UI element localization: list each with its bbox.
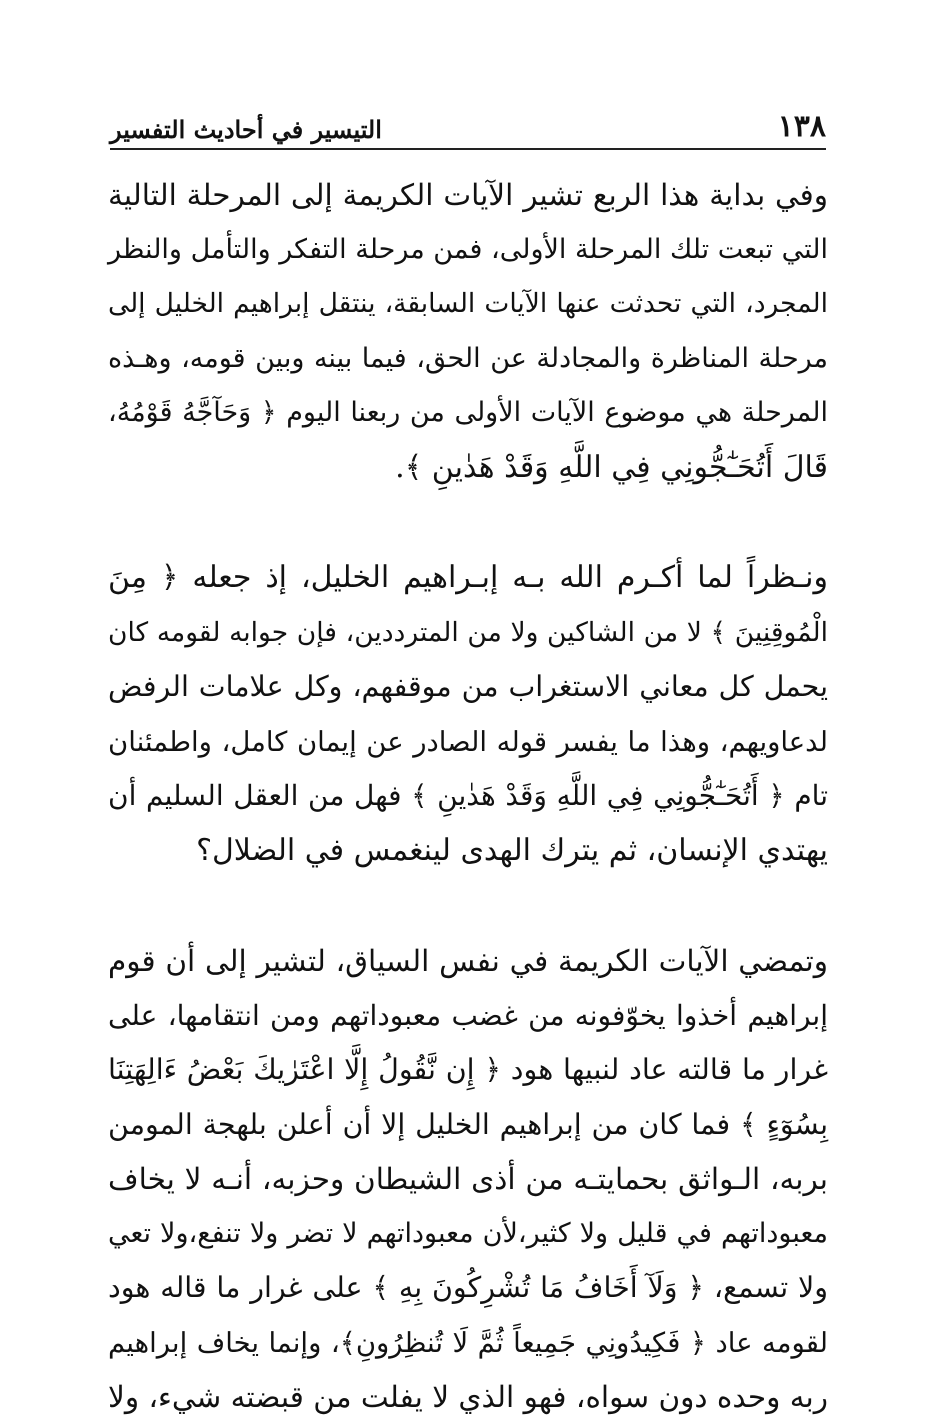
text-line: وفي بداية هذا الربع تشير الآيات الكريمة إلى المرحلة التالية [108, 178, 828, 212]
text-line: تام ﴿ أَتُحَـٰٓجُّونِي فِي اللَّهِ وَقَدْ هَدٰينِ ﴾ فهل من العقل السليم أن [108, 779, 828, 812]
text-line: ولا تسمع، ﴿ وَلَآ أَخَافُ مَا تُشْرِكُونَ بِهِ ﴾ على غرار ما قاله هود [108, 1271, 828, 1304]
text-line: بربه، الـواثق بحمايتـه من أذى الشيطان وحزبه، أنـه لا يخاف [108, 1162, 828, 1196]
text-line: لقومه عاد ﴿ فَكِيدُونِي جَمِيعاً ثُمَّ لَا تُنظِرُونِ﴾، وإنما يخاف إبراهيم [108, 1326, 828, 1359]
running-title: التيسير في أحاديث التفسير [110, 115, 382, 144]
text-line: يحمل كل معاني الاستغراب من موقفهم، وكل علامات الرفض [108, 670, 828, 703]
text-line: لدعاويهم، وهذا ما يفسر قوله الصادر عن إيمان كامل، واطمئنان [108, 725, 828, 758]
text-line: ونـظراً لما أكـرم الله بـه إبـراهيم الخليل، إذ جعله ﴿ مِنَ [108, 560, 828, 595]
text-line: الْمُوقِنِينَ ﴾ لا من الشاكين ولا من المترددين، فإن جوابه لقومه كان [108, 616, 828, 648]
text-line: ربه وحده دون سواه، فهو الذي لا يفلت من قبضته شيء، ولا [108, 1380, 828, 1414]
text-line: بِسُوٓءٍ ﴾ فما كان من إبراهيم الخليل إلا أن أعلن بلهجة المومن [108, 1107, 828, 1141]
text-line: مرحلة المناظرة والمجادلة عن الحق، فيما بينه وبين قومه، وهـذه [108, 342, 828, 374]
text-line: معبوداتهم في قليل ولا كثير،لأن معبوداتهم لا تضر ولا تنفع،ولا تعي [108, 1217, 828, 1249]
paragraph-3 [108, 934, 828, 1425]
text-line: غرار ما قالته عاد لنبيها هود ﴿ إِن نَّقُولُ إِلَّا اعْتَرٰيكَ بَعْضُ ءَالِهَتِنَا [108, 1053, 828, 1086]
text-line: المجرد، التي تحدثت عنها الآيات السابقة، ينتقل إبراهيم الخليل إلى [108, 288, 828, 319]
page-header [110, 98, 826, 150]
page-number: ١٣٨ [777, 109, 826, 144]
text-line: قَالَ أَتُحَـٰٓجُّونِي فِي اللَّهِ وَقَدْ هَدٰينِ ﴾. [395, 449, 828, 485]
text-line: يهتدي الإنسان، ثم يترك الهدى لينغمس في الضلال؟ [196, 832, 828, 868]
text-line: إبراهيم أخذوا يخوّفونه من غضب معبوداتهم ومن انتقامها، على [108, 998, 828, 1032]
text-line: وتمضي الآيات الكريمة في نفس السياق، لتشير إلى أن قوم [108, 944, 828, 978]
paragraph-1 [108, 168, 828, 495]
text-line: المرحلة هي موضوع الآيات الأولى من ربعنا اليوم ﴿ وَحَآجَّهُ قَوْمُهُ، [108, 397, 828, 428]
text-line: التي تبعت تلك المرحلة الأولى، فمن مرحلة التفكر والتأمل والنظر [108, 233, 828, 265]
paragraph-2 [108, 551, 828, 878]
body-text [108, 168, 828, 1425]
